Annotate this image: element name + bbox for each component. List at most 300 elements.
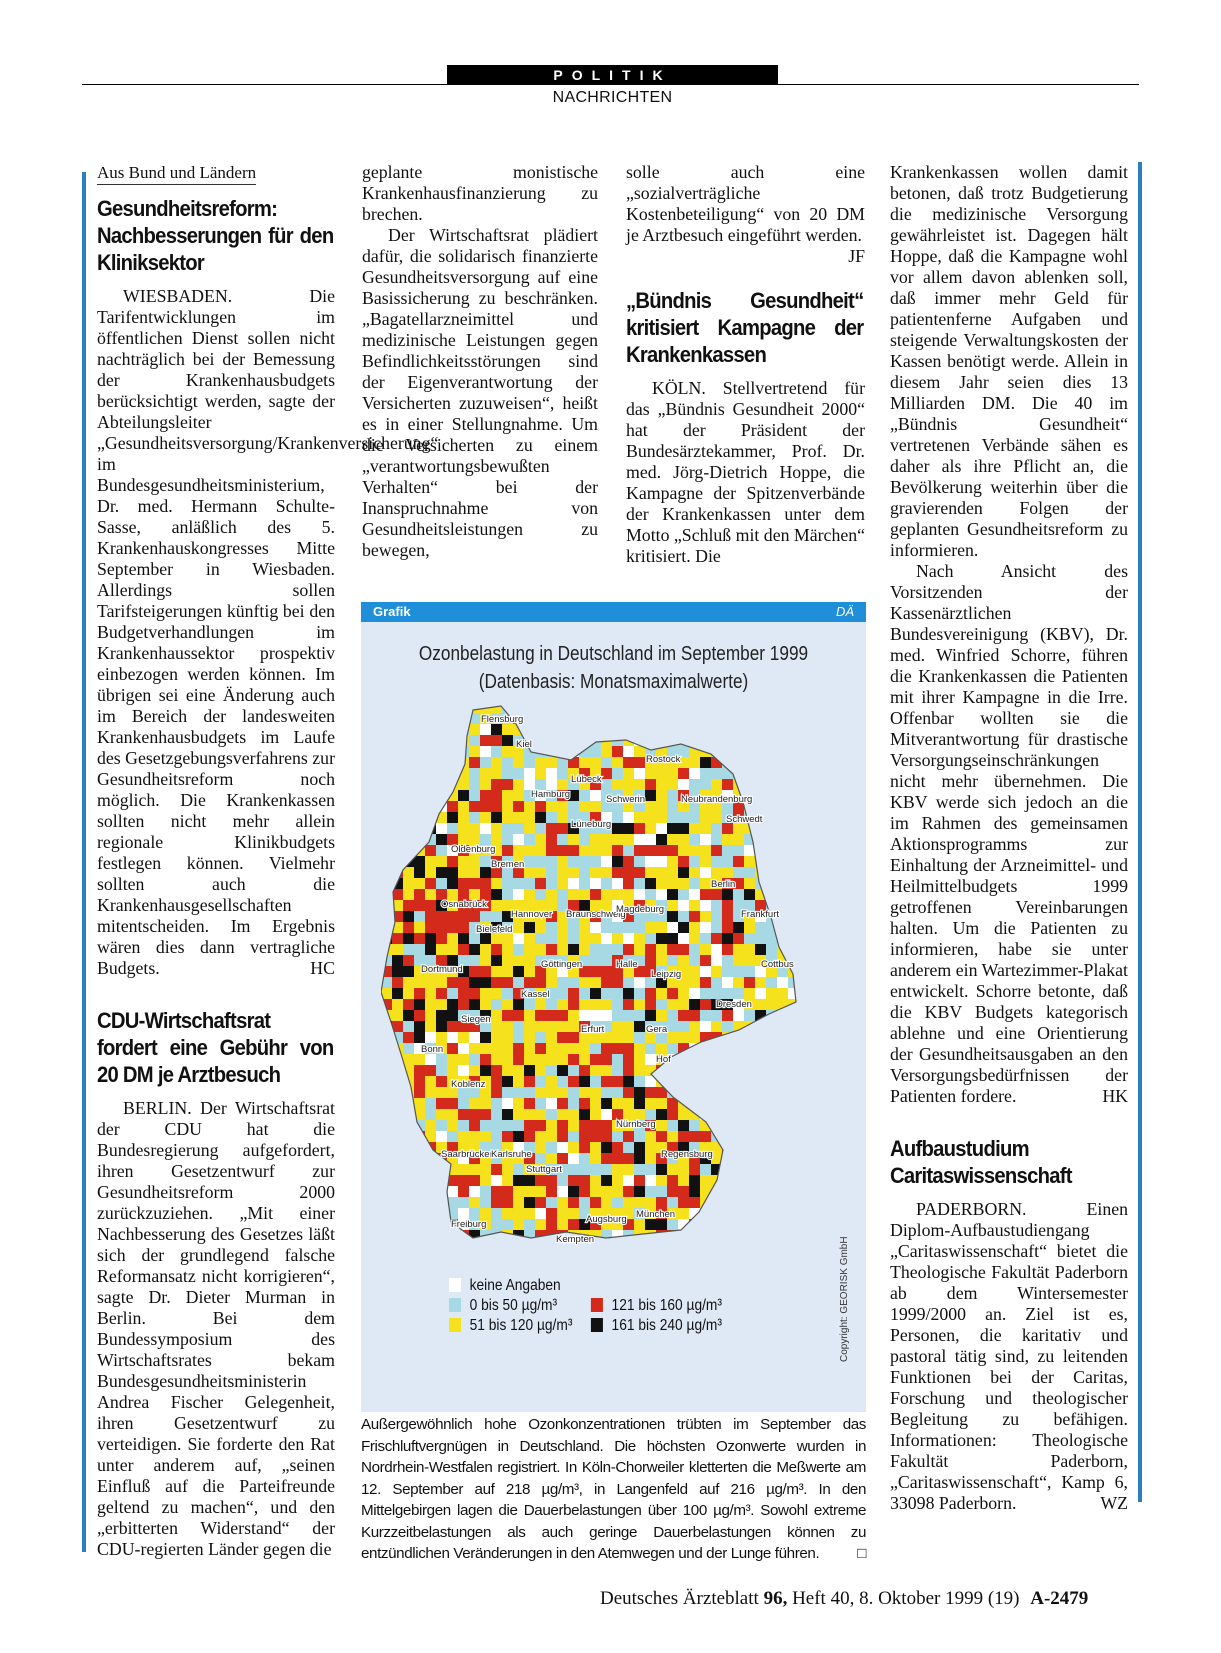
- ozone-cell: [810, 1043, 821, 1054]
- ozone-cell: [414, 1153, 425, 1164]
- ozone-cell: [513, 823, 524, 834]
- ozone-cell: [711, 1241, 722, 1252]
- ozone-cell: [645, 724, 656, 735]
- ozone-cell: [491, 1120, 502, 1131]
- ozone-cell: [744, 1164, 755, 1175]
- ozone-cell: [436, 988, 447, 999]
- ozone-cell: [777, 1186, 788, 1197]
- ozone-cell: [480, 735, 491, 746]
- ozone-cell: [678, 834, 689, 845]
- ozone-cell: [568, 702, 579, 713]
- ozone-cell: [612, 1131, 623, 1142]
- ozone-cell: [568, 1087, 579, 1098]
- ozone-cell: [667, 856, 678, 867]
- ozone-cell: [535, 1054, 546, 1065]
- ozone-cell: [656, 702, 667, 713]
- ozone-cell: [557, 823, 568, 834]
- ozone-cell: [535, 1219, 546, 1230]
- ozone-cell: [711, 1076, 722, 1087]
- ozone-cell: [480, 856, 491, 867]
- ozone-cell: [711, 1010, 722, 1021]
- ozone-cell: [777, 1131, 788, 1142]
- ozone-cell: [678, 900, 689, 911]
- ozone-cell: [546, 1208, 557, 1219]
- ozone-cell: [458, 1120, 469, 1131]
- ozone-cell: [722, 933, 733, 944]
- ozone-cell: [601, 1197, 612, 1208]
- city-label: Hannover: [511, 909, 553, 920]
- ozone-cell: [524, 999, 535, 1010]
- ozone-cell: [458, 1065, 469, 1076]
- ozone-map: [381, 702, 841, 1277]
- ozone-cell: [645, 823, 656, 834]
- ozone-cell: [436, 1098, 447, 1109]
- ozone-cell: [634, 1175, 645, 1186]
- ozone-cell: [502, 702, 513, 713]
- ozone-cell: [590, 999, 601, 1010]
- legend-swatch: [449, 1278, 461, 1292]
- ozone-cell: [513, 1252, 524, 1263]
- ozone-cell: [744, 1186, 755, 1197]
- ozone-cell: [502, 1252, 513, 1263]
- ozone-cell: [601, 1186, 612, 1197]
- ozone-cell: [469, 944, 480, 955]
- ozone-cell: [689, 1065, 700, 1076]
- ozone-cell: [535, 1098, 546, 1109]
- ozone-cell: [744, 1131, 755, 1142]
- ozone-cell: [381, 845, 392, 856]
- ozone-cell: [590, 1043, 601, 1054]
- ozone-graphic: [361, 602, 866, 1562]
- ozone-cell: [810, 1109, 821, 1120]
- ozone-cell: [502, 757, 513, 768]
- ozone-cell: [755, 988, 766, 999]
- ozone-cell: [524, 867, 535, 878]
- ozone-cell: [689, 988, 700, 999]
- ozone-cell: [733, 1252, 744, 1263]
- ozone-cell: [645, 1241, 656, 1252]
- ozone-cell: [667, 955, 678, 966]
- ozone-cell: [700, 900, 711, 911]
- ozone-cell: [678, 1164, 689, 1175]
- ozone-cell: [557, 746, 568, 757]
- ozone-cell: [535, 933, 546, 944]
- ozone-cell: [557, 1109, 568, 1120]
- ozone-cell: [568, 1153, 579, 1164]
- ozone-cell: [711, 1087, 722, 1098]
- ozone-cell: [612, 922, 623, 933]
- ozone-cell: [403, 1208, 414, 1219]
- ozone-cell: [414, 1252, 425, 1263]
- ozone-cell: [524, 713, 535, 724]
- ozone-cell: [524, 1010, 535, 1021]
- ozone-cell: [535, 1197, 546, 1208]
- ozone-cell: [524, 812, 535, 823]
- ozone-cell: [381, 966, 392, 977]
- ozone-cell: [799, 1087, 810, 1098]
- ozone-cell: [601, 944, 612, 955]
- ozone-cell: [667, 845, 678, 856]
- city-label: Cottbus: [761, 959, 794, 970]
- ozone-cell: [590, 1142, 601, 1153]
- ozone-cell: [667, 768, 678, 779]
- ozone-cell: [656, 867, 667, 878]
- ozone-cell: [744, 1010, 755, 1021]
- city-label: Bonn: [421, 1044, 444, 1055]
- ozone-cell: [788, 845, 799, 856]
- ozone-cell: [513, 1197, 524, 1208]
- ozone-cell: [381, 1219, 392, 1230]
- ozone-cell: [700, 1076, 711, 1087]
- ozone-cell: [755, 834, 766, 845]
- ozone-cell: [436, 867, 447, 878]
- ozone-cell: [524, 1054, 535, 1065]
- ozone-cell: [722, 1252, 733, 1263]
- ozone-cell: [458, 801, 469, 812]
- city-label: Rostock: [646, 754, 681, 765]
- ozone-cell: [436, 757, 447, 768]
- ozone-cell: [436, 1241, 447, 1252]
- ozone-cell: [667, 724, 678, 735]
- ozone-cell: [491, 823, 502, 834]
- ozone-cell: [524, 966, 535, 977]
- graphic-body: [361, 622, 866, 1412]
- ozone-cell: [425, 1065, 436, 1076]
- ozone-cell: [755, 1032, 766, 1043]
- ozone-cell: [535, 823, 546, 834]
- ozone-cell: [645, 1153, 656, 1164]
- ozone-cell: [667, 1065, 678, 1076]
- ozone-cell: [678, 1186, 689, 1197]
- ozone-cell: [579, 1252, 590, 1263]
- ozone-cell: [810, 823, 821, 834]
- ozone-cell: [733, 1131, 744, 1142]
- ozone-cell: [656, 1186, 667, 1197]
- ozone-cell: [436, 713, 447, 724]
- ozone-cell: [524, 955, 535, 966]
- ozone-cell: [788, 1098, 799, 1109]
- ozone-cell: [392, 823, 403, 834]
- ozone-cell: [381, 1208, 392, 1219]
- ozone-cell: [678, 1208, 689, 1219]
- ozone-cell: [711, 988, 722, 999]
- ozone-cell: [634, 823, 645, 834]
- ozone-cell: [513, 834, 524, 845]
- ozone-cell: [557, 1175, 568, 1186]
- ozone-cell: [546, 845, 557, 856]
- ozone-cell: [788, 1241, 799, 1252]
- ozone-cell: [755, 1230, 766, 1241]
- ozone-cell: [766, 735, 777, 746]
- ozone-cell: [634, 724, 645, 735]
- ozone-cell: [381, 1164, 392, 1175]
- ozone-cell: [810, 1186, 821, 1197]
- ozone-cell: [480, 1032, 491, 1043]
- ozone-cell: [513, 1076, 524, 1087]
- ozone-cell: [766, 867, 777, 878]
- ozone-cell: [799, 768, 810, 779]
- ozone-cell: [436, 1065, 447, 1076]
- ozone-cell: [788, 856, 799, 867]
- ozone-cell: [568, 867, 579, 878]
- ozone-cell: [733, 1087, 744, 1098]
- ozone-cell: [634, 1032, 645, 1043]
- ozone-cell: [678, 1010, 689, 1021]
- ozone-cell: [634, 933, 645, 944]
- ozone-cell: [502, 944, 513, 955]
- ozone-cell: [777, 834, 788, 845]
- ozone-cell: [766, 1087, 777, 1098]
- ozone-cell: [634, 1230, 645, 1241]
- ozone-cell: [513, 757, 524, 768]
- ozone-cell: [711, 724, 722, 735]
- ozone-cell: [755, 977, 766, 988]
- ozone-cell: [788, 878, 799, 889]
- ozone-cell: [711, 779, 722, 790]
- ozone-cell: [645, 889, 656, 900]
- ozone-cell: [777, 724, 788, 735]
- ozone-cell: [447, 1241, 458, 1252]
- ozone-cell: [733, 1010, 744, 1021]
- ozone-cell: [469, 812, 480, 823]
- ozone-cell: [700, 1054, 711, 1065]
- ozone-cell: [502, 845, 513, 856]
- ozone-cell: [392, 801, 403, 812]
- ozone-cell: [810, 911, 821, 922]
- ozone-cell: [535, 1076, 546, 1087]
- ozone-cell: [689, 1131, 700, 1142]
- ozone-cell: [711, 1054, 722, 1065]
- ozone-cell: [678, 1131, 689, 1142]
- ozone-cell: [579, 1054, 590, 1065]
- ozone-cell: [623, 1021, 634, 1032]
- ozone-cell: [414, 746, 425, 757]
- ozone-cell: [425, 702, 436, 713]
- ozone-cell: [414, 834, 425, 845]
- ozone-cell: [755, 845, 766, 856]
- ozone-cell: [766, 988, 777, 999]
- ozone-cell: [601, 757, 612, 768]
- ozone-cell: [513, 812, 524, 823]
- ozone-cell: [403, 1164, 414, 1175]
- city-label: Kiel: [516, 739, 532, 750]
- ozone-cell: [535, 1087, 546, 1098]
- ozone-cell: [634, 1186, 645, 1197]
- ozone-cell: [601, 1175, 612, 1186]
- ozone-cell: [612, 977, 623, 988]
- ozone-cell: [469, 1054, 480, 1065]
- ozone-cell: [403, 1219, 414, 1230]
- ozone-cell: [645, 999, 656, 1010]
- ozone-cell: [634, 1087, 645, 1098]
- ozone-cell: [678, 779, 689, 790]
- ozone-cell: [700, 713, 711, 724]
- ozone-cell: [414, 801, 425, 812]
- city-label: Hof: [656, 1054, 671, 1065]
- ozone-cell: [656, 889, 667, 900]
- ozone-cell: [678, 933, 689, 944]
- ozone-cell: [579, 922, 590, 933]
- ozone-cell: [447, 757, 458, 768]
- ozone-cell: [788, 801, 799, 812]
- ozone-cell: [403, 845, 414, 856]
- ozone-cell: [766, 999, 777, 1010]
- ozone-cell: [425, 911, 436, 922]
- ozone-cell: [810, 1164, 821, 1175]
- ozone-cell: [755, 944, 766, 955]
- ozone-cell: [403, 801, 414, 812]
- ozone-cell: [733, 966, 744, 977]
- ozone-cell: [436, 856, 447, 867]
- ozone-cell: [788, 1087, 799, 1098]
- ozone-cell: [546, 768, 557, 779]
- ozone-cell: [590, 1120, 601, 1131]
- ozone-cell: [524, 768, 535, 779]
- ozone-cell: [546, 702, 557, 713]
- ozone-cell: [744, 779, 755, 790]
- ozone-cell: [810, 867, 821, 878]
- ozone-cell: [678, 911, 689, 922]
- ozone-cell: [414, 922, 425, 933]
- ozone-cell: [645, 735, 656, 746]
- ozone-cell: [766, 746, 777, 757]
- ozone-cell: [711, 823, 722, 834]
- ozone-cell: [491, 768, 502, 779]
- ozone-cell: [612, 779, 623, 790]
- ozone-cell: [711, 713, 722, 724]
- ozone-cell: [491, 1219, 502, 1230]
- ozone-cell: [535, 944, 546, 955]
- ozone-cell: [590, 834, 601, 845]
- ozone-cell: [799, 1219, 810, 1230]
- ozone-cell: [491, 1065, 502, 1076]
- ozone-cell: [491, 735, 502, 746]
- ozone-cell: [799, 878, 810, 889]
- ozone-cell: [502, 812, 513, 823]
- ozone-cell: [788, 1010, 799, 1021]
- ozone-cell: [414, 702, 425, 713]
- ozone-cell: [546, 1131, 557, 1142]
- ozone-cell: [579, 1186, 590, 1197]
- ozone-cell: [403, 1131, 414, 1142]
- ozone-cell: [502, 966, 513, 977]
- legend-label: 161 bis 240 µg/m³: [611, 1317, 722, 1334]
- ozone-cell: [755, 1109, 766, 1120]
- ozone-cell: [689, 889, 700, 900]
- ozone-cell: [469, 790, 480, 801]
- ozone-cell: [546, 867, 557, 878]
- ozone-cell: [381, 801, 392, 812]
- ozone-cell: [810, 1230, 821, 1241]
- ozone-cell: [381, 867, 392, 878]
- ozone-cell: [601, 1241, 612, 1252]
- ozone-cell: [392, 702, 403, 713]
- ozone-cell: [447, 878, 458, 889]
- ozone-cell: [623, 779, 634, 790]
- ozone-cell: [722, 922, 733, 933]
- ozone-cell: [381, 790, 392, 801]
- ozone-cell: [392, 1120, 403, 1131]
- ozone-cell: [755, 1054, 766, 1065]
- ozone-cell: [425, 889, 436, 900]
- city-label: Neubrandenburg: [681, 794, 753, 805]
- ozone-cell: [766, 1021, 777, 1032]
- ozone-cell: [502, 1010, 513, 1021]
- ozone-cell: [502, 768, 513, 779]
- ozone-cell: [524, 834, 535, 845]
- ozone-cell: [777, 1175, 788, 1186]
- ozone-cell: [601, 856, 612, 867]
- ozone-cell: [623, 1076, 634, 1087]
- ozone-cell: [788, 911, 799, 922]
- ozone-cell: [722, 1142, 733, 1153]
- ozone-cell: [777, 779, 788, 790]
- ozone-cell: [689, 702, 700, 713]
- ozone-cell: [799, 746, 810, 757]
- ozone-cell: [414, 944, 425, 955]
- ozone-cell: [722, 1230, 733, 1241]
- ozone-cell: [392, 944, 403, 955]
- ozone-cell: [700, 702, 711, 713]
- ozone-cell: [381, 1241, 392, 1252]
- ozone-cell: [645, 779, 656, 790]
- ozone-cell: [777, 1021, 788, 1032]
- ozone-cell: [634, 856, 645, 867]
- ozone-cell: [579, 1142, 590, 1153]
- ozone-cell: [414, 724, 425, 735]
- ozone-cell: [436, 834, 447, 845]
- ozone-cell: [755, 1043, 766, 1054]
- ozone-cell: [447, 1120, 458, 1131]
- ozone-cell: [667, 1164, 678, 1175]
- ozone-cell: [469, 966, 480, 977]
- ozone-cell: [667, 889, 678, 900]
- ozone-cell: [733, 1043, 744, 1054]
- ozone-cell: [392, 1175, 403, 1186]
- ozone-cell: [458, 790, 469, 801]
- ozone-cell: [788, 1142, 799, 1153]
- ozone-cell: [403, 1098, 414, 1109]
- ozone-cell: [590, 746, 601, 757]
- ozone-cell: [403, 966, 414, 977]
- ozone-cell: [491, 790, 502, 801]
- ozone-cell: [392, 845, 403, 856]
- ozone-cell: [425, 1208, 436, 1219]
- ozone-cell: [524, 933, 535, 944]
- ozone-cell: [403, 823, 414, 834]
- ozone-cell: [469, 1186, 480, 1197]
- ozone-cell: [392, 1186, 403, 1197]
- ozone-cell: [700, 999, 711, 1010]
- ozone-cell: [524, 1131, 535, 1142]
- article2-body-part4: solle auch eine „sozialverträgliche Kostenbeteiligung“ von 20 DM je Arztbesuch eingeführt werden. JF: [626, 162, 865, 266]
- city-label: Halle: [616, 959, 638, 970]
- ozone-cell: [381, 834, 392, 845]
- ozone-cell: [810, 966, 821, 977]
- ozone-cell: [733, 1065, 744, 1076]
- ozone-cell: [392, 933, 403, 944]
- ozone-cell: [590, 1065, 601, 1076]
- ozone-cell: [799, 812, 810, 823]
- ozone-cell: [810, 702, 821, 713]
- ozone-cell: [689, 999, 700, 1010]
- ozone-cell: [381, 1131, 392, 1142]
- ozone-cell: [755, 1010, 766, 1021]
- ozone-cell: [645, 1164, 656, 1175]
- ozone-cell: [634, 779, 645, 790]
- end-mark: □: [857, 1545, 866, 1562]
- ozone-cell: [491, 1208, 502, 1219]
